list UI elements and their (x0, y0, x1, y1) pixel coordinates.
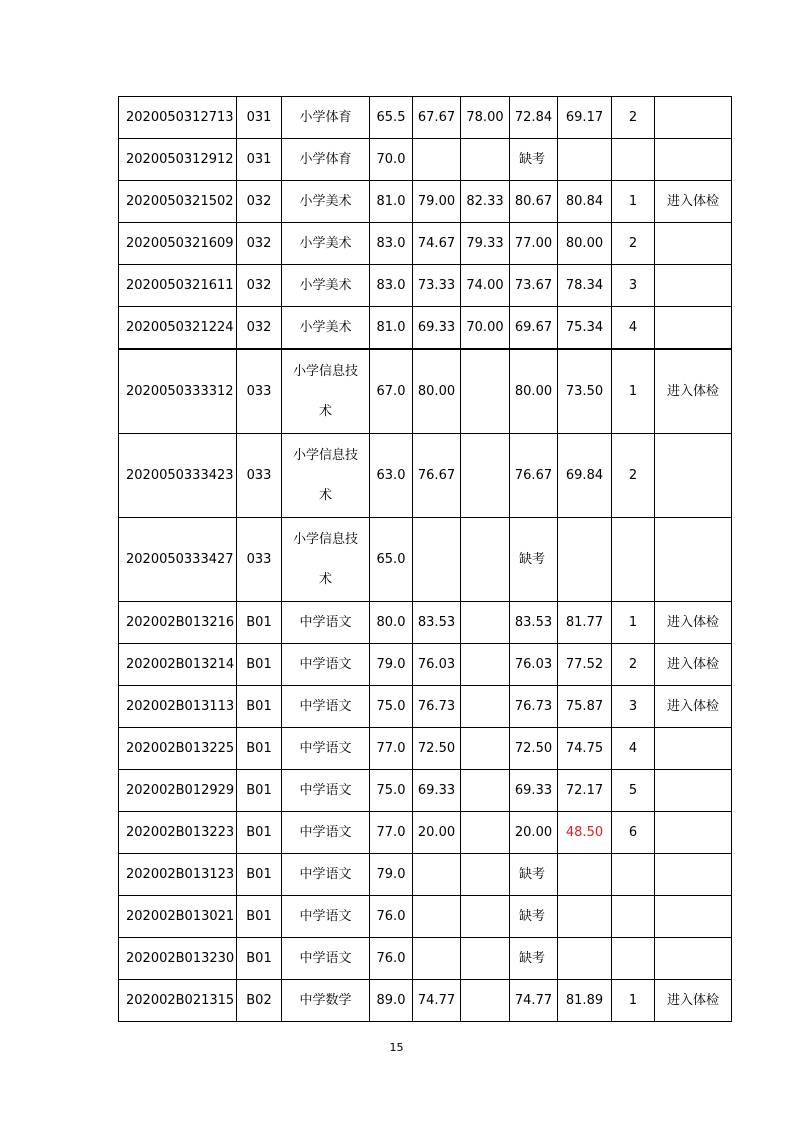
position-code-cell: 032 (237, 307, 282, 350)
candidate-id-cell: 2020050312713 (119, 97, 237, 139)
total-score-cell: 81.89 (558, 980, 612, 1022)
subject-label: 小学信息技术 (292, 531, 358, 587)
remark-cell (655, 854, 732, 896)
total-score-cell (558, 896, 612, 938)
remark-cell: 进入体检 (655, 181, 732, 223)
interview-score-2-cell (461, 770, 510, 812)
written-score-cell: 89.0 (370, 980, 413, 1022)
total-score-cell: 77.52 (558, 644, 612, 686)
interview-score-2-cell (461, 349, 510, 434)
subject-cell (282, 770, 370, 812)
written-score-cell: 65.5 (370, 97, 413, 139)
total-score-cell (558, 938, 612, 980)
candidate-id-cell: 202002B013216 (119, 602, 237, 644)
rank-cell: 2 (612, 644, 655, 686)
rank-cell: 3 (612, 686, 655, 728)
total-score-cell (558, 854, 612, 896)
table-row (119, 223, 732, 265)
rank-cell: 5 (612, 770, 655, 812)
score-table (118, 96, 732, 1022)
subject-label: 小学信息技术 (292, 363, 358, 419)
table-row (119, 896, 732, 938)
candidate-id-cell: 202002B013214 (119, 644, 237, 686)
position-code-cell: 033 (237, 434, 282, 518)
position-code-cell: B01 (237, 938, 282, 980)
table-row (119, 854, 732, 896)
subject-label: 中学语文 (299, 866, 352, 882)
remark-cell (655, 728, 732, 770)
written-score-cell: 79.0 (370, 644, 413, 686)
written-score-cell: 63.0 (370, 434, 413, 518)
written-score-cell: 77.0 (370, 728, 413, 770)
subject-label: 中学语文 (299, 740, 352, 756)
written-score-cell: 75.0 (370, 770, 413, 812)
interview-score-1-cell: 72.50 (413, 728, 461, 770)
position-code-cell: 031 (237, 97, 282, 139)
interview-score-1-cell: 74.77 (413, 980, 461, 1022)
candidate-id-cell: 2020050333423 (119, 434, 237, 518)
interview-score-1-cell (413, 139, 461, 181)
total-score-cell: 69.84 (558, 434, 612, 518)
remark-cell (655, 434, 732, 518)
table-row (119, 139, 732, 181)
candidate-id-cell: 202002B013021 (119, 896, 237, 938)
interview-score-2-cell (461, 686, 510, 728)
position-code-cell: B01 (237, 686, 282, 728)
total-score-cell: 48.50 (558, 812, 612, 854)
interview-score-cell: 缺考 (510, 938, 558, 980)
rank-cell: 2 (612, 97, 655, 139)
candidate-id-cell: 202002B013225 (119, 728, 237, 770)
position-code-cell: 032 (237, 223, 282, 265)
written-score-cell: 77.0 (370, 812, 413, 854)
page-number: 15 (389, 1041, 404, 1054)
rank-cell: 6 (612, 812, 655, 854)
total-score-cell: 80.00 (558, 223, 612, 265)
position-code-cell: B01 (237, 770, 282, 812)
subject-cell (282, 307, 370, 350)
remark-cell (655, 307, 732, 350)
subject-cell (282, 686, 370, 728)
candidate-id-cell: 202002B013123 (119, 854, 237, 896)
subject-cell (282, 349, 370, 434)
written-score-cell: 79.0 (370, 854, 413, 896)
table-row (119, 602, 732, 644)
rank-cell: 1 (612, 181, 655, 223)
candidate-id-cell: 2020050333312 (119, 349, 237, 434)
position-code-cell: 033 (237, 349, 282, 434)
interview-score-cell: 72.50 (510, 728, 558, 770)
subject-cell (282, 644, 370, 686)
table-row (119, 97, 732, 139)
table-row (119, 644, 732, 686)
subject-cell (282, 434, 370, 518)
remark-cell: 进入体检 (655, 349, 732, 434)
written-score-cell: 67.0 (370, 349, 413, 434)
subject-label: 中学语文 (299, 824, 352, 840)
remark-cell (655, 265, 732, 307)
candidate-id-cell: 202002B013113 (119, 686, 237, 728)
interview-score-cell: 缺考 (510, 896, 558, 938)
interview-score-1-cell (413, 518, 461, 602)
remark-cell (655, 223, 732, 265)
interview-score-2-cell (461, 854, 510, 896)
table-row (119, 307, 732, 350)
total-score-cell: 80.84 (558, 181, 612, 223)
subject-cell (282, 97, 370, 139)
interview-score-2-cell (461, 938, 510, 980)
interview-score-1-cell: 20.00 (413, 812, 461, 854)
score-table-body (119, 97, 732, 1022)
subject-cell (282, 518, 370, 602)
total-score-cell: 75.87 (558, 686, 612, 728)
subject-label: 小学信息技术 (292, 447, 358, 503)
interview-score-cell: 69.33 (510, 770, 558, 812)
position-code-cell: B01 (237, 602, 282, 644)
interview-score-cell: 73.67 (510, 265, 558, 307)
total-score-cell (558, 518, 612, 602)
position-code-cell: 031 (237, 139, 282, 181)
total-score-cell: 69.17 (558, 97, 612, 139)
position-code-cell: B01 (237, 728, 282, 770)
interview-score-2-cell: 78.00 (461, 97, 510, 139)
candidate-id-cell: 202002B021315 (119, 980, 237, 1022)
interview-score-cell: 76.03 (510, 644, 558, 686)
remark-cell (655, 812, 732, 854)
interview-score-1-cell (413, 938, 461, 980)
total-score-cell (558, 139, 612, 181)
interview-score-2-cell (461, 434, 510, 518)
rank-cell: 4 (612, 307, 655, 350)
interview-score-2-cell (461, 980, 510, 1022)
table-row (119, 938, 732, 980)
position-code-cell: 032 (237, 265, 282, 307)
rank-cell (612, 938, 655, 980)
subject-label: 中学语文 (299, 656, 352, 672)
interview-score-2-cell (461, 139, 510, 181)
subject-cell (282, 265, 370, 307)
candidate-id-cell: 2020050333427 (119, 518, 237, 602)
subject-label: 小学美术 (299, 277, 352, 293)
subject-label: 中学数学 (299, 992, 352, 1008)
interview-score-cell: 69.67 (510, 307, 558, 350)
written-score-cell: 65.0 (370, 518, 413, 602)
written-score-cell: 83.0 (370, 223, 413, 265)
interview-score-cell: 77.00 (510, 223, 558, 265)
subject-cell (282, 980, 370, 1022)
candidate-id-cell: 2020050312912 (119, 139, 237, 181)
interview-score-1-cell (413, 854, 461, 896)
interview-score-cell: 80.67 (510, 181, 558, 223)
total-score-cell: 78.34 (558, 265, 612, 307)
interview-score-cell: 80.00 (510, 349, 558, 434)
remark-cell (655, 97, 732, 139)
written-score-cell: 81.0 (370, 307, 413, 350)
interview-score-cell: 72.84 (510, 97, 558, 139)
interview-score-cell: 83.53 (510, 602, 558, 644)
rank-cell (612, 139, 655, 181)
rank-cell: 3 (612, 265, 655, 307)
interview-score-1-cell: 76.73 (413, 686, 461, 728)
subject-label: 中学语文 (299, 950, 352, 966)
rank-cell (612, 854, 655, 896)
interview-score-1-cell: 83.53 (413, 602, 461, 644)
table-row (119, 686, 732, 728)
position-code-cell: B01 (237, 854, 282, 896)
total-score-cell: 75.34 (558, 307, 612, 350)
candidate-id-cell: 202002B012929 (119, 770, 237, 812)
subject-cell (282, 896, 370, 938)
interview-score-cell: 缺考 (510, 518, 558, 602)
subject-label: 小学体育 (299, 151, 352, 167)
table-row (119, 812, 732, 854)
subject-cell (282, 139, 370, 181)
candidate-id-cell: 2020050321224 (119, 307, 237, 350)
remark-cell: 进入体检 (655, 644, 732, 686)
subject-cell (282, 223, 370, 265)
remark-cell: 进入体检 (655, 980, 732, 1022)
table-row (119, 349, 732, 434)
subject-label: 中学语文 (299, 698, 352, 714)
remark-cell (655, 896, 732, 938)
subject-cell (282, 181, 370, 223)
remark-cell (655, 518, 732, 602)
remark-cell: 进入体检 (655, 602, 732, 644)
interview-score-2-cell (461, 728, 510, 770)
interview-score-cell: 缺考 (510, 139, 558, 181)
subject-cell (282, 812, 370, 854)
interview-score-2-cell: 74.00 (461, 265, 510, 307)
total-score-cell: 73.50 (558, 349, 612, 434)
interview-score-2-cell (461, 602, 510, 644)
candidate-id-cell: 2020050321611 (119, 265, 237, 307)
remark-cell (655, 139, 732, 181)
rank-cell: 1 (612, 980, 655, 1022)
written-score-cell: 76.0 (370, 938, 413, 980)
position-code-cell: B01 (237, 896, 282, 938)
total-score-cell: 72.17 (558, 770, 612, 812)
table-row (119, 728, 732, 770)
written-score-cell: 81.0 (370, 181, 413, 223)
rank-cell (612, 896, 655, 938)
position-code-cell: 032 (237, 181, 282, 223)
total-score-cell: 74.75 (558, 728, 612, 770)
interview-score-2-cell: 79.33 (461, 223, 510, 265)
written-score-cell: 83.0 (370, 265, 413, 307)
candidate-id-cell: 202002B013230 (119, 938, 237, 980)
table-row (119, 770, 732, 812)
interview-score-1-cell: 79.00 (413, 181, 461, 223)
written-score-cell: 75.0 (370, 686, 413, 728)
rank-cell: 1 (612, 602, 655, 644)
interview-score-1-cell: 67.67 (413, 97, 461, 139)
subject-cell (282, 938, 370, 980)
candidate-id-cell: 202002B013223 (119, 812, 237, 854)
interview-score-cell: 缺考 (510, 854, 558, 896)
rank-cell (612, 518, 655, 602)
remark-cell (655, 770, 732, 812)
position-code-cell: 033 (237, 518, 282, 602)
interview-score-2-cell: 82.33 (461, 181, 510, 223)
candidate-id-cell: 2020050321502 (119, 181, 237, 223)
interview-score-1-cell: 73.33 (413, 265, 461, 307)
subject-label: 小学美术 (299, 235, 352, 251)
interview-score-2-cell (461, 812, 510, 854)
position-code-cell: B01 (237, 644, 282, 686)
subject-label: 小学美术 (299, 319, 352, 335)
rank-cell: 2 (612, 434, 655, 518)
subject-label: 小学体育 (299, 109, 352, 125)
written-score-cell: 80.0 (370, 602, 413, 644)
total-score-cell: 81.77 (558, 602, 612, 644)
subject-cell (282, 602, 370, 644)
table-row (119, 518, 732, 602)
interview-score-cell: 20.00 (510, 812, 558, 854)
rank-cell: 2 (612, 223, 655, 265)
table-row (119, 181, 732, 223)
subject-cell (282, 854, 370, 896)
remark-cell (655, 938, 732, 980)
candidate-id-cell: 2020050321609 (119, 223, 237, 265)
interview-score-2-cell (461, 518, 510, 602)
position-code-cell: B01 (237, 812, 282, 854)
rank-cell: 4 (612, 728, 655, 770)
table-row (119, 980, 732, 1022)
interview-score-cell: 76.67 (510, 434, 558, 518)
interview-score-1-cell: 80.00 (413, 349, 461, 434)
position-code-cell: B02 (237, 980, 282, 1022)
interview-score-2-cell (461, 644, 510, 686)
subject-label: 中学语文 (299, 614, 352, 630)
interview-score-1-cell (413, 896, 461, 938)
subject-label: 小学美术 (299, 193, 352, 209)
written-score-cell: 70.0 (370, 139, 413, 181)
subject-label: 中学语文 (299, 782, 352, 798)
subject-cell (282, 728, 370, 770)
interview-score-1-cell: 74.67 (413, 223, 461, 265)
table-row (119, 265, 732, 307)
interview-score-1-cell: 69.33 (413, 770, 461, 812)
table-row (119, 434, 732, 518)
interview-score-cell: 74.77 (510, 980, 558, 1022)
subject-label: 中学语文 (299, 908, 352, 924)
interview-score-1-cell: 76.67 (413, 434, 461, 518)
interview-score-cell: 76.73 (510, 686, 558, 728)
remark-cell: 进入体检 (655, 686, 732, 728)
written-score-cell: 76.0 (370, 896, 413, 938)
rank-cell: 1 (612, 349, 655, 434)
interview-score-1-cell: 69.33 (413, 307, 461, 350)
interview-score-2-cell: 70.00 (461, 307, 510, 350)
interview-score-2-cell (461, 896, 510, 938)
interview-score-1-cell: 76.03 (413, 644, 461, 686)
